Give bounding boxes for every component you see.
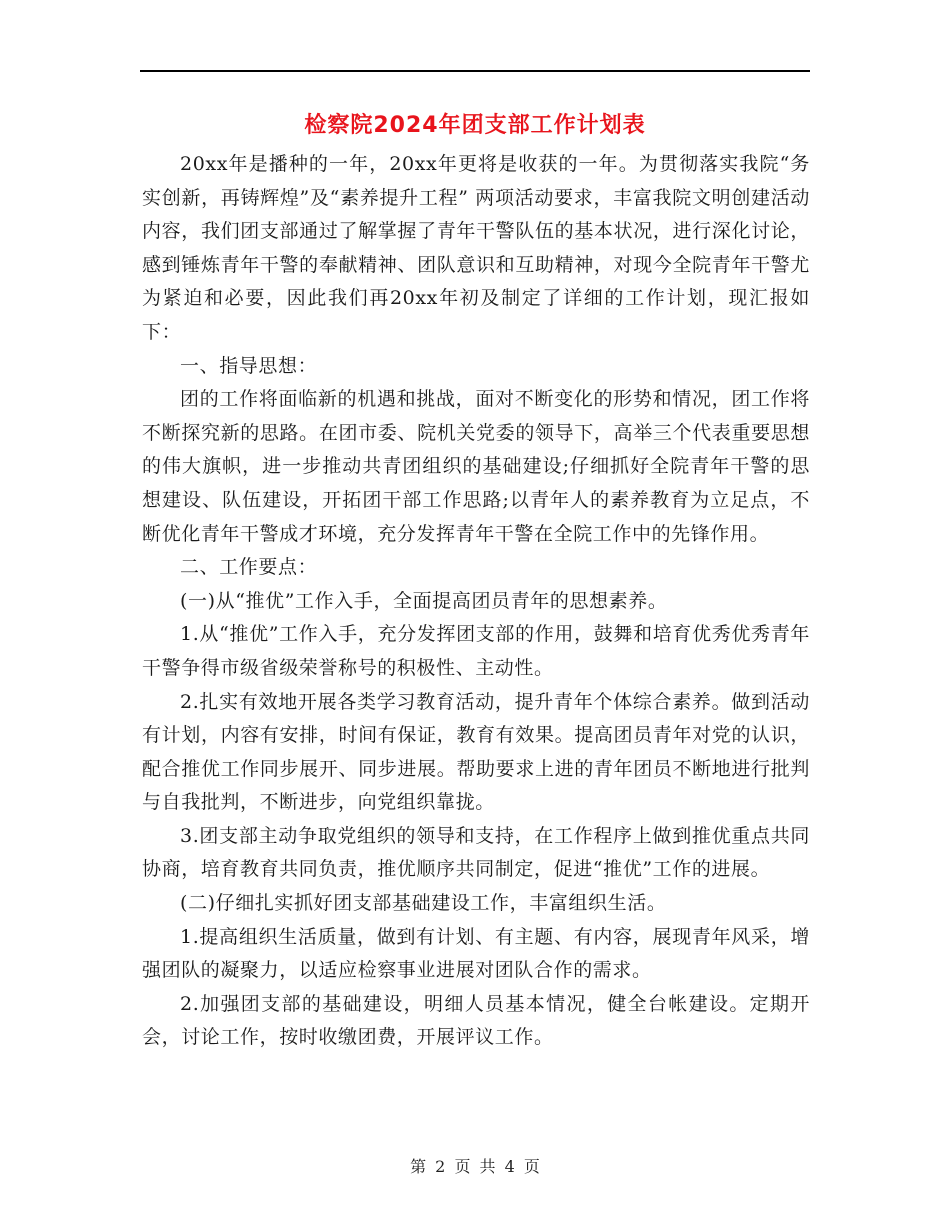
page-number: 第 2 页 共 4 页 — [410, 1157, 540, 1176]
subsection-heading-2: (二)仔细扎实抓好团支部基础建设工作，丰富组织生活。 — [180, 892, 667, 915]
section-heading-guiding-ideology: 一、指导思想： — [180, 354, 318, 377]
section-heading-work-points: 二、工作要点： — [180, 556, 318, 579]
list-item-2-2: 2.加强团支部的基础建设，明细人员基本情况，健全台帐建设。定期开会，讨论工作，按时收缴团费，开展评议工作。 — [142, 992, 810, 1049]
paragraph-guiding-ideology: 团的工作将面临新的机遇和挑战，面对不断变化的形势和情况，团工作将不断探究新的思路。在团市委、院机关党委的领导下，高举三个代表重要思想的伟大旗帜，进一步推动共青团组织的基础建设;仔细抓好全院青年干警的思想建设、队伍建设，开拓团干部工作思路;以青年人的素养教育为立足点，不断优化青年干警成才环境，充分发挥青年干警在全院工作中的先锋作用。 — [142, 388, 810, 545]
document-title: 检察院2024年团支部工作计划表 — [304, 113, 646, 138]
list-item-2-1: 1.提高组织生活质量，做到有计划、有主题、有内容，展现青年风采，增强团队的凝聚力，以适应检察事业进展对团队合作的需求。 — [142, 925, 810, 982]
list-item-1-2: 2.扎实有效地开展各类学习教育活动，提升青年个体综合素养。做到活动有计划，内容有安排，时间有保证，教育有效果。提高团员青年对党的认识，配合推优工作同步展开、同步进展。帮助要求上进的青年团员不断地进行批判与自我批判，不断进步，向党组织靠拢。 — [142, 690, 810, 814]
header-rule — [140, 70, 810, 72]
list-item-1-1: 1.从“推优”工作入手，充分发挥团支部的作用，鼓舞和培育优秀优秀青年干警争得市级省级荣誉称号的积极性、主动性。 — [142, 623, 810, 679]
list-item-1-3: 3.团支部主动争取党组织的领导和支持，在工作程序上做到推优重点共同协商，培育教育共同负责，推优顺序共同制定，促进“推优”工作的进展。 — [142, 824, 810, 881]
subsection-heading-1: (一)从“推优”工作入手，全面提高团员青年的思想素养。 — [180, 589, 668, 612]
paragraph-intro: 20xx年是播种的一年，20xx年更将是收获的一年。为贯彻落实我院“务实创新，再铸辉煌”及“素养提升工程” 两项活动要求，丰富我院文明创建活动内容，我们团支部通过了解掌握了青年干警队伍的基本状况，进行深化讨论，感到锤炼青年干警的奉献精神、团队意识和互助精神，对现今全院青年干警尤为紧迫和必要，因此我们再20xx年初及制定了详细的工作计划，现汇报如下： — [142, 153, 810, 343]
document-body — [142, 148, 810, 1055]
